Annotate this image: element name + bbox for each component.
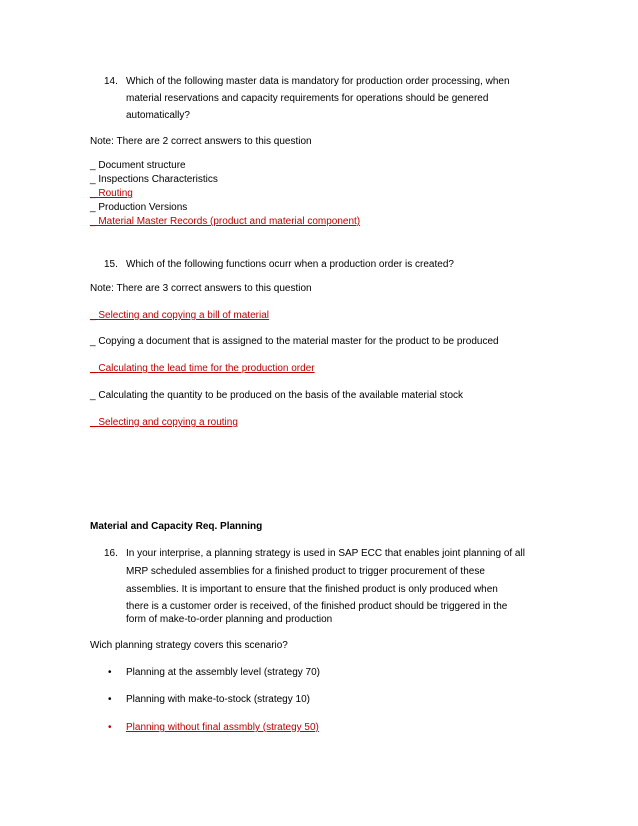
option-text: Planning with make-to-stock (strategy 10) — [126, 694, 310, 705]
option-prefix: _ — [90, 336, 99, 347]
bullet-icon: • — [108, 722, 112, 733]
question-text-line: In your interprise, a planning strategy is used in SAP ECC that enables joint planning of all — [126, 548, 525, 559]
answer-option-correct — [90, 362, 315, 376]
answer-note: Note: There are 2 correct answers to this question — [90, 136, 312, 147]
bullet-icon: • — [108, 667, 112, 678]
answer-option-correct — [90, 309, 269, 323]
option-text: Routing — [98, 188, 133, 199]
answer-option-correct — [90, 416, 238, 430]
option-text: Material Master Records (product and material component) — [98, 216, 361, 227]
answer-option — [90, 389, 463, 403]
option-text: Inspections Characteristics — [98, 174, 218, 185]
bullet-icon: • — [108, 694, 112, 705]
question-prompt: Wich planning strategy covers this scenario? — [90, 640, 288, 651]
answer-option-correct — [90, 215, 360, 229]
question-number: 16. — [104, 548, 118, 559]
option-text: Selecting and copying a routing — [98, 417, 238, 428]
option-text: Document structure — [98, 160, 186, 171]
option-text: Selecting and copying a bill of material — [98, 310, 269, 321]
option-prefix: _ — [90, 202, 99, 213]
answer-option — [90, 159, 186, 173]
question-text-line: MRP scheduled assemblies for a finished product to trigger procurement of these — [126, 566, 485, 577]
question-number: 15. — [104, 259, 118, 270]
option-text: Calculating the lead time for the production order — [98, 363, 315, 374]
question-text-line: Which of the following master data is mandatory for production order processing, when — [126, 76, 510, 87]
option-text: Production Versions — [98, 202, 188, 213]
answer-option — [90, 173, 218, 187]
option-prefix: _ — [90, 390, 99, 401]
option-text: Copying a document that is assigned to the material master for the product to be produced — [98, 336, 499, 347]
question-text-line: there is a customer order is received, of the finished product should be triggered in the — [126, 601, 508, 612]
section-heading: Material and Capacity Req. Planning — [90, 521, 263, 532]
option-text: Planning at the assembly level (strategy 70) — [126, 667, 320, 678]
question-text-line: Which of the following functions ocurr when a production order is created? — [126, 259, 454, 270]
option-prefix: _ — [90, 310, 99, 321]
question-text-line: assemblies. It is important to ensure that the finished product is only produced when — [126, 584, 498, 595]
question-text-line: form of make-to-order planning and production — [126, 614, 333, 625]
answer-note: Note: There are 3 correct answers to this question — [90, 283, 312, 294]
question-text-line: material reservations and capacity requirements for operations should be genered — [126, 93, 489, 104]
answer-option — [90, 335, 499, 349]
answer-option-correct — [90, 187, 133, 201]
question-number: 14. — [104, 76, 118, 87]
option-text: Calculating the quantity to be produced on the basis of the available material stock — [98, 390, 464, 401]
option-prefix: _ — [90, 160, 99, 171]
option-prefix: _ — [90, 417, 99, 428]
option-text: Planning without final assmbly (strategy 50) — [126, 722, 319, 733]
option-prefix: _ — [90, 216, 99, 227]
question-text-line: automatically? — [126, 110, 190, 121]
option-prefix: _ — [90, 174, 99, 185]
answer-option — [90, 201, 187, 215]
option-prefix: _ — [90, 188, 99, 199]
option-prefix: _ — [90, 363, 99, 374]
